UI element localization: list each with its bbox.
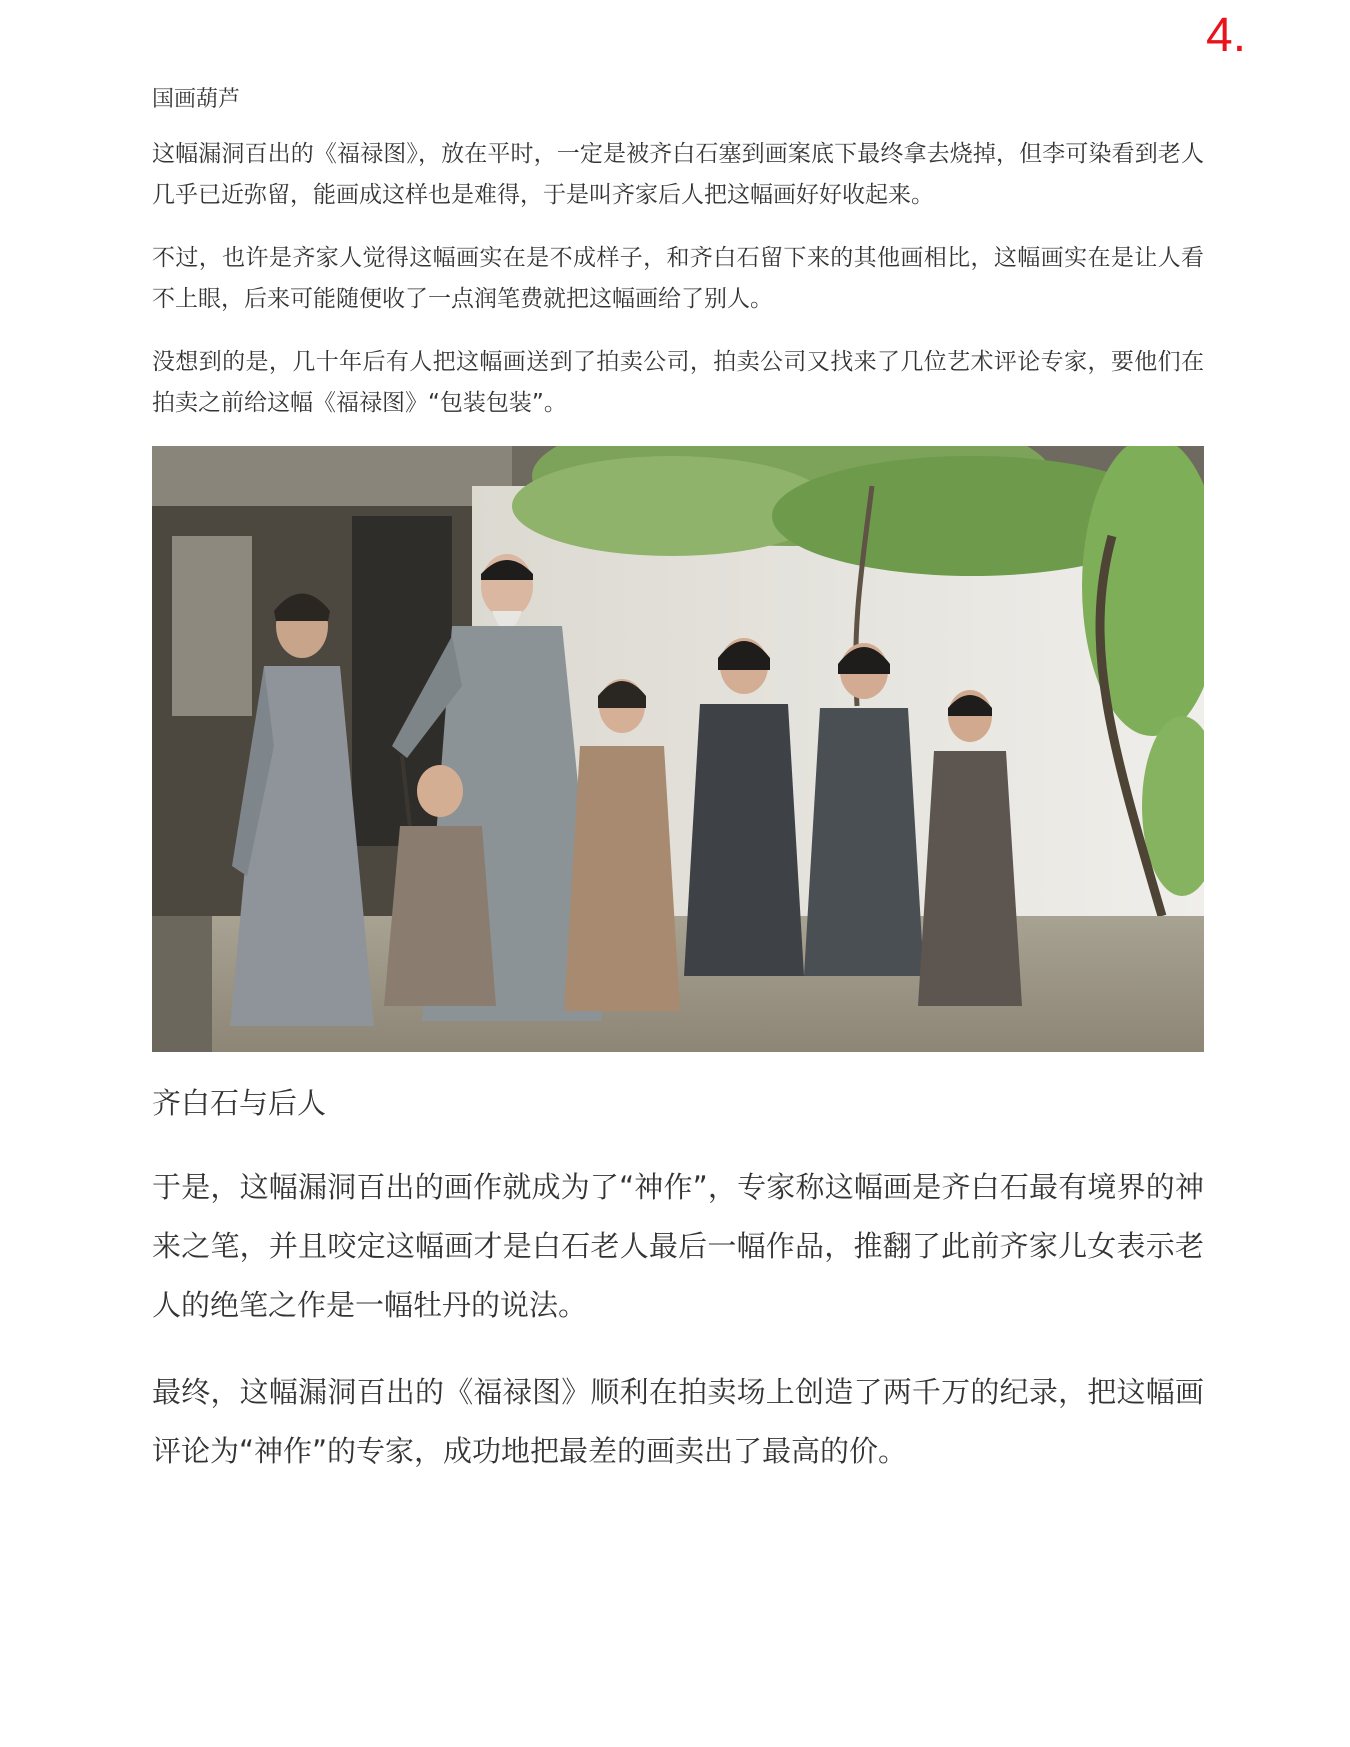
paragraph: 没想到的是，几十年后有人把这幅画送到了拍卖公司，拍卖公司又找来了几位艺术评论专家，要他们在拍卖之前给这幅《福禄图》“包装包装”。	[152, 349, 1204, 416]
image-caption-top: 国画葫芦	[152, 87, 241, 112]
page-number: 4.	[1206, 9, 1247, 62]
photo-caption: 齐白石与后人	[152, 1086, 327, 1120]
family-photo	[152, 446, 1204, 1052]
paragraph: 于是，这幅漏洞百出的画作就成为了“神作”，专家称这幅画是齐白石最有境界的神来之笔，并且咬定这幅画才是白石老人最后一幅作品，推翻了此前齐家儿女表示老人的绝笔之作是一幅牡丹的说法。	[152, 1170, 1204, 1322]
paragraph: 最终，这幅漏洞百出的《福禄图》顺利在拍卖场上创造了两千万的纪录，把这幅画评论为“神作”的专家，成功地把最差的画卖出了最高的价。	[152, 1375, 1204, 1468]
paragraph: 不过，也许是齐家人觉得这幅画实在是不成样子，和齐白石留下来的其他画相比，这幅画实在是让人看不上眼，后来可能随便收了一点润笔费就把这幅画给了别人。	[152, 245, 1204, 312]
article	[152, 80, 1204, 1509]
paragraph: 这幅漏洞百出的《福禄图》，放在平时，一定是被齐白石塞到画案底下最终拿去烧掉，但李可染看到老人几乎已近弥留，能画成这样也是难得，于是叫齐家后人把这幅画好好收起来。	[152, 141, 1204, 208]
